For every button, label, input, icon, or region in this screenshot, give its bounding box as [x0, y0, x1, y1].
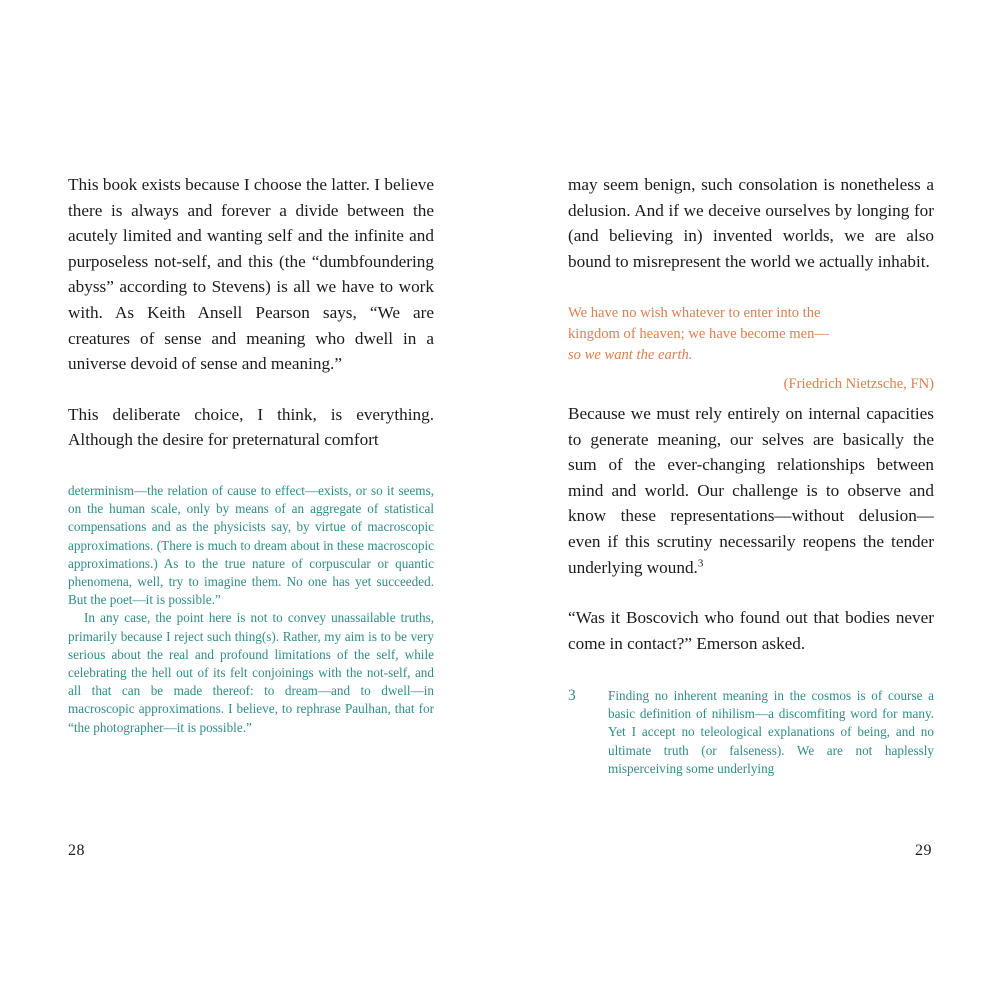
paragraph: “Was it Boscovich who found out that bodies never come in contact?” Emerson asked. — [568, 608, 934, 653]
paragraph: This deliberate choice, I think, is everything. Although the desire for preternatural comfort — [68, 404, 434, 450]
paragraph-text: Because we must rely entirely on internal capacities to generate meaning, our selves are basically the sum of the ever-changing relationships between mind and world. Our challenge is to observe and know these representations—without delusion—even if this scrutiny necessarily reopens the tender underlying wound. — [568, 404, 934, 577]
right-page-top-paragraph — [568, 172, 934, 274]
left-page-body-text — [68, 172, 434, 453]
quote-line-italic: so we want the earth. — [568, 347, 693, 363]
footnote — [568, 687, 934, 778]
quote-line: kingdom of heaven; we have become men— — [568, 326, 829, 342]
footnote-text: Finding no inherent meaning in the cosmos is of course a basic definition of nihilism—a discomfiting word for many. Yet I accept no teleological explanations of being, and no ultimate truth (or falseness). We are not haplessly misperceiving some underlying — [608, 688, 934, 776]
paragraph: may seem benign, such consolation is nonetheless a delusion. And if we deceive ourselves by longing for (and believing in) invented worlds, we are also bound to misrepresent the world we actually inhabit. — [568, 175, 934, 271]
right-page — [500, 0, 1000, 1000]
paragraph: This book exists because I choose the latter. I believe there is always and forever a divide between the acutely limited and wanting self and the infinite and purposeless not-self, and this (the “dumbfoundering abyss” according to Stevens) is all we have to work with. As Keith Ansell Pearson says, “We are creatures of sense and meaning who dwell in a universe devoid of sense and meaning.” — [68, 175, 434, 374]
quote-attribution: (Friedrich Nietzsche, FN) — [783, 376, 934, 392]
right-page-body-text — [568, 401, 934, 656]
page-number-left: 28 — [68, 842, 85, 859]
page-number-right: 29 — [915, 842, 932, 859]
paragraph — [568, 401, 934, 580]
footnote-number: 3 — [568, 687, 576, 704]
left-page-note-block — [68, 482, 434, 737]
note-paragraph: determinism—the relation of cause to effect—exists, or so it seems, on the human scale, only by means of an aggregate of statistical compensations and as the physicists say, by virtue of macroscopic approximations. (There is much to dream about in these macroscopic approximations.) As to the true nature of corpuscular or quantic phenomena, well, try to imagine them. No one has yet succeeded. But the poet—it is possible.” — [68, 483, 434, 608]
note-paragraph: In any case, the point here is not to convey unassailable truths, primarily because I reject such thing(s). Rather, my aim is to be very serious about the real and profound limitations of the self, while celebrating the hell out of its felt conjoinings with the not-self, and all that can be made thereof: to dream—and to dwell—in macroscopic approximations. I believe, to rephrase Paulhan, that for “the photographer—it is possible.” — [68, 610, 434, 735]
footnote-marker: 3 — [697, 556, 704, 569]
quote-line: We have no wish whatever to enter into the — [568, 305, 821, 321]
pull-quote — [568, 303, 934, 395]
